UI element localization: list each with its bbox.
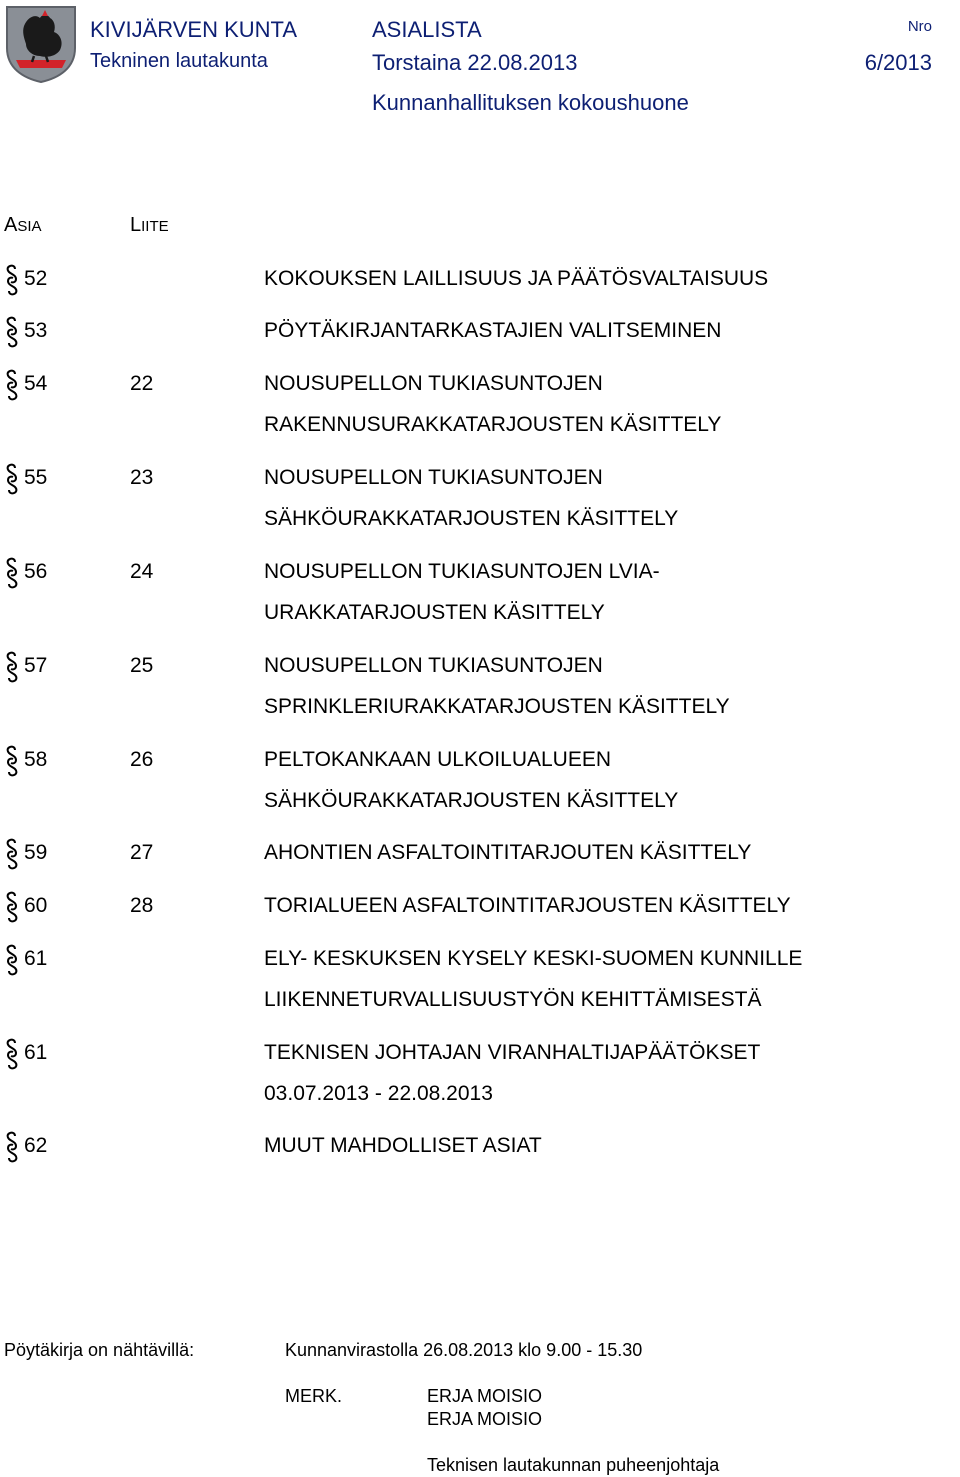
item-number: 54 (24, 372, 48, 395)
item-title-line: NOUSUPELLON TUKIASUNTOJEN (264, 654, 603, 677)
organization-name: KIVIJÄRVEN KUNTA (90, 17, 298, 42)
item-title-line: SÄHKÖURAKKATARJOUSTEN KÄSITTELY (264, 507, 679, 530)
column-heading-item: ASIA (4, 214, 42, 236)
item-title-line: PÖYTÄKIRJANTARKASTAJIEN VALITSEMINEN (264, 319, 722, 342)
section-sign-icon (4, 940, 20, 980)
attachment-number: 27 (130, 841, 154, 864)
item-title-line: ELY- KESKUKSEN KYSELY KESKI-SUOMEN KUNNILLE (264, 947, 803, 970)
item-title (264, 739, 954, 821)
section-sign-icon (4, 553, 20, 593)
item-title-line: MUUT MAHDOLLISET ASIAT (264, 1134, 542, 1157)
attachment-number: 28 (130, 894, 154, 917)
item-title-line: URAKKATARJOUSTEN KÄSITTELY (264, 601, 605, 624)
section-sign-icon (4, 834, 20, 874)
item-number: 61 (24, 947, 48, 970)
section-sign-icon (4, 1034, 20, 1074)
meeting-date: Torstaina 22.08.2013 (372, 50, 578, 75)
item-title (264, 258, 954, 299)
item-title-line: AHONTIEN ASFALTOINTITARJOUTEN KÄSITTELY (264, 841, 752, 864)
signer-name: ERJA MOISIO (427, 1386, 543, 1406)
section-sign-icon (4, 647, 20, 687)
item-number: 55 (24, 466, 48, 489)
attachment-number: 24 (130, 560, 154, 583)
item-number: 61 (24, 1041, 48, 1064)
item-title (264, 1125, 954, 1166)
section-sign-icon (4, 887, 20, 927)
item-title-line: RAKENNUSURAKKATARJOUSTEN KÄSITTELY (264, 413, 722, 436)
item-title-line: TORIALUEEN ASFALTOINTITARJOUSTEN KÄSITTELY (264, 894, 791, 917)
item-number: 53 (24, 319, 48, 342)
signature-mark: MERK. (285, 1386, 343, 1406)
item-number: 52 (24, 267, 48, 290)
municipality-crest-logo (4, 4, 78, 84)
signer-name-typed: ERJA MOISIO (427, 1409, 543, 1429)
meeting-number: 6/2013 (864, 50, 932, 75)
item-title-line: SPRINKLERIURAKKATARJOUSTEN KÄSITTELY (264, 695, 730, 718)
item-number: 58 (24, 748, 48, 771)
section-sign-icon (4, 260, 20, 300)
item-title (264, 363, 954, 445)
item-title (264, 832, 954, 873)
section-sign-icon (4, 741, 20, 781)
item-title-line: NOUSUPELLON TUKIASUNTOJEN LVIA- (264, 560, 660, 583)
item-title (264, 310, 954, 351)
item-title-line: PELTOKANKAAN ULKOILUALUEEN (264, 748, 612, 771)
item-number: 59 (24, 841, 48, 864)
item-title (264, 645, 954, 727)
attachment-number: 25 (130, 654, 154, 677)
availability-label: Pöytäkirja on nähtävillä: (4, 1340, 195, 1360)
item-title (264, 885, 954, 926)
section-sign-icon (4, 459, 20, 499)
item-title (264, 938, 954, 1020)
number-label: Nro (907, 18, 932, 35)
item-title (264, 457, 954, 539)
meeting-location: Kunnanhallituksen kokoushuone (372, 90, 689, 115)
item-title (264, 551, 954, 633)
item-title-line: NOUSUPELLON TUKIASUNTOJEN (264, 466, 603, 489)
item-number: 57 (24, 654, 48, 677)
board-name: Tekninen lautakunta (90, 50, 268, 72)
section-sign-icon (4, 312, 20, 352)
section-sign-icon (4, 365, 20, 405)
attachment-number: 22 (130, 372, 154, 395)
signer-title: Teknisen lautakunnan puheenjohtaja (427, 1455, 720, 1475)
column-heading-attachment: LIITE (130, 214, 169, 236)
item-title-line: TEKNISEN JOHTAJAN VIRANHALTIJAPÄÄTÖKSET (264, 1041, 761, 1064)
section-sign-icon (4, 1127, 20, 1167)
availability-value: Kunnanvirastolla 26.08.2013 klo 9.00 - 15.30 (285, 1340, 643, 1360)
item-title (264, 1032, 954, 1114)
item-title-line: KOKOUKSEN LAILLISUUS JA PÄÄTÖSVALTAISUUS (264, 267, 769, 290)
item-number: 62 (24, 1134, 48, 1157)
attachment-number: 23 (130, 466, 154, 489)
item-title-line: NOUSUPELLON TUKIASUNTOJEN (264, 372, 603, 395)
document-type: ASIALISTA (372, 17, 482, 42)
item-number: 56 (24, 560, 48, 583)
item-title-line: 03.07.2013 - 22.08.2013 (264, 1082, 493, 1105)
item-title-line: LIIKENNETURVALLISUUSTYÖN KEHITTÄMISESTÄ (264, 988, 762, 1011)
item-title-line: SÄHKÖURAKKATARJOUSTEN KÄSITTELY (264, 789, 679, 812)
attachment-number: 26 (130, 748, 154, 771)
item-number: 60 (24, 894, 48, 917)
